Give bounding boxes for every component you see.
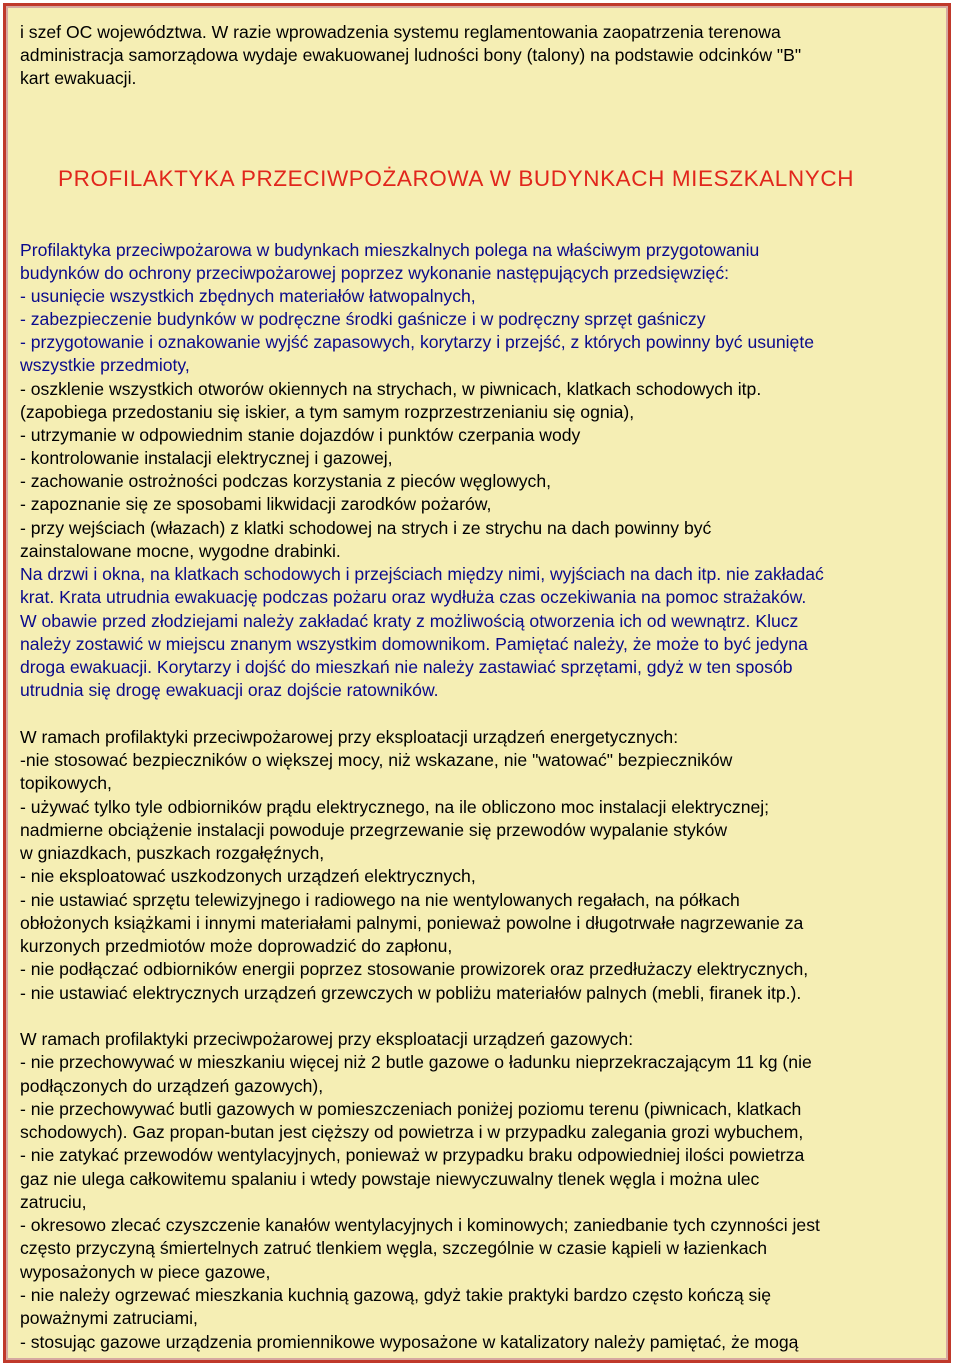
section1-line: - kontrolowanie instalacji elektrycznej i gazowej, <box>20 448 393 468</box>
section-title: PROFILAKTYKA PRZECIWPOŻAROWA W BUDYNKACH MIESZKALNYCH <box>58 166 855 191</box>
section1-line: - zachowanie ostrożności podczas korzystania z pieców węglowych, <box>20 471 551 491</box>
section1-line: - zabezpieczenie budynków w podręczne środki gaśnicze i w podręczny sprzęt gaśniczy <box>20 309 706 329</box>
section1-line: - przy wejściach (włazach) z klatki schodowej na strych i ze strychu na dach powinny być <box>20 518 712 538</box>
section3-line: - nie przechowywać w mieszkaniu więcej niż 2 butle gazowe o ładunku nieprzekraczającym 11 kg (nie <box>20 1052 812 1072</box>
section3-line: - nie należy ogrzewać mieszkania kuchnią gazową, gdyż takie praktyki bardzo często kończą się <box>20 1285 772 1305</box>
section1-line: - przygotowanie i oznakowanie wyjść zapasowych, korytarzy i przejść, z których powinny być usunięte <box>20 332 815 352</box>
section3-line: wyposażonych w piece gazowe, <box>20 1262 271 1282</box>
section2-line: - nie podłączać odbiorników energii poprzez stosowanie prowizorek oraz przedłużaczy elektrycznych, <box>20 959 809 979</box>
section1-line: budynków do ochrony przeciwpożarowej poprzez wykonanie następujących przedsięwzięć: <box>20 263 730 283</box>
section1-line: zainstalowane mocne, wygodne drabinki. <box>20 541 341 561</box>
section1-line: utrudnia się drogę ewakuacji oraz dojście ratowników. <box>20 680 439 700</box>
section1-line: - zapoznanie się ze sposobami likwidacji zarodków pożarów, <box>20 494 492 514</box>
section1-line: wszystkie przedmioty, <box>20 355 190 375</box>
section1-line: W obawie przed złodziejami należy zakładać kraty z możliwością otworzenia ich od wewnątrz. Klucz <box>20 611 799 631</box>
section2-line: - nie eksploatować uszkodzonych urządzeń elektrycznych, <box>20 866 476 886</box>
section3-line: - nie przechowywać butli gazowych w pomieszczeniach poniżej poziomu terenu (piwnicach, klatkach <box>20 1099 802 1119</box>
section1-line: - oszklenie wszystkich otworów okiennych na strychach, w piwnicach, klatkach schodowych itp. <box>20 379 762 399</box>
section1-line: - utrzymanie w odpowiednim stanie dojazdów i punktów czerpania wody <box>20 425 581 445</box>
section3-line: podłączonych do urządzeń gazowych), <box>20 1076 324 1096</box>
section2-line: -nie stosować bezpieczników o większej mocy, niż wskazane, nie "watować" bezpieczników <box>20 750 733 770</box>
section1-line: (zapobiega przedostaniu się iskier, a tym samym rozprzestrzenianiu się ognia), <box>20 402 635 422</box>
section2-line: - nie ustawiać elektrycznych urządzeń grzewczych w pobliżu materiałów palnych (mebli, firanek itp.). <box>20 983 802 1003</box>
section3-line: - stosując gazowe urządzenia promiennikowe wyposażone w katalizatory należy pamiętać, że mogą <box>20 1332 799 1352</box>
section2-line: - używać tylko tyle odbiorników prądu elektrycznego, na ile obliczono moc instalacji elektrycznej; <box>20 797 770 817</box>
section1-line: droga ewakuacji. Korytarzy i dojść do mieszkań nie należy zastawiać sprzętami, gdyż w ten sposób <box>20 657 793 677</box>
section2-line: w gniazdkach, puszkach rozgałęźnych, <box>20 843 325 863</box>
section3-line: W ramach profilaktyki przeciwpożarowej przy eksploatacji urządzeń gazowych: <box>20 1029 634 1049</box>
section1-line: Profilaktyka przeciwpożarowa w budynkach mieszkalnych polega na właściwym przygotowaniu <box>20 240 760 260</box>
section2-line: - nie ustawiać sprzętu telewizyjnego i radiowego na nie wentylowanych regałach, na półkach <box>20 890 740 910</box>
section3-line: zatruciu, <box>20 1192 87 1212</box>
section1-line: - usunięcie wszystkich zbędnych materiałów łatwopalnych, <box>20 286 476 306</box>
section3-line: często przyczyną śmiertelnych zatruć tlenkiem węgla, szczególnie w czasie kąpieli w łazienkach <box>20 1238 768 1258</box>
section3-line: gaz nie ulega całkowitemu spalaniu i wtedy powstaje niewyczuwalny tlenek węgla i można ulec <box>20 1169 760 1189</box>
section3-line: schodowych). Gaz propan-butan jest cięższy od powietrza i w przypadku zalegania grozi wybuchem, <box>20 1122 804 1142</box>
intro-line: kart ewakuacji. <box>20 68 137 88</box>
section3-line: - okresowo zlecać czyszczenie kanałów wentylacyjnych i kominowych; zaniedbanie tych czynności jest <box>20 1215 820 1235</box>
section2-line: kurzonych przedmiotów może doprowadzić do zapłonu, <box>20 936 453 956</box>
section3-line: - nie zatykać przewodów wentylacyjnych, ponieważ w przypadku braku odpowiedniej ilości powietrza <box>20 1145 805 1165</box>
section1-line: krat. Krata utrudnia ewakuację podczas pożaru oraz wydłuża czas oczekiwania na pomoc strażaków. <box>20 587 807 607</box>
intro-line: i szef OC województwa. W razie wprowadzenia systemu reglamentowania zaopatrzenia terenowa <box>20 22 781 42</box>
section2-line: W ramach profilaktyki przeciwpożarowej przy eksploatacji urządzeń energetycznych: <box>20 727 679 747</box>
document-page <box>3 3 951 1363</box>
section1-line: Na drzwi i okna, na klatkach schodowych i przejściach między nimi, wyjściach na dach itp. nie zakładać <box>20 564 824 584</box>
section3-line: poważnymi zatruciami, <box>20 1308 198 1328</box>
section2-line: topikowych, <box>20 773 112 793</box>
section1-line: należy zostawić w miejscu znanym wszystkim domownikom. Pamiętać należy, że może to być jedyna <box>20 634 808 654</box>
section2-line: nadmierne obciążenie instalacji powoduje przegrzewanie się przewodów wypalanie styków <box>20 820 728 840</box>
section2-line: obłożonych książkami i innymi materiałami palnymi, ponieważ powolne i długotrwałe nagrzewanie za <box>20 913 804 933</box>
intro-line: administracja samorządowa wydaje ewakuowanej ludności bony (talony) na podstawie odcinków "B" <box>20 45 802 65</box>
